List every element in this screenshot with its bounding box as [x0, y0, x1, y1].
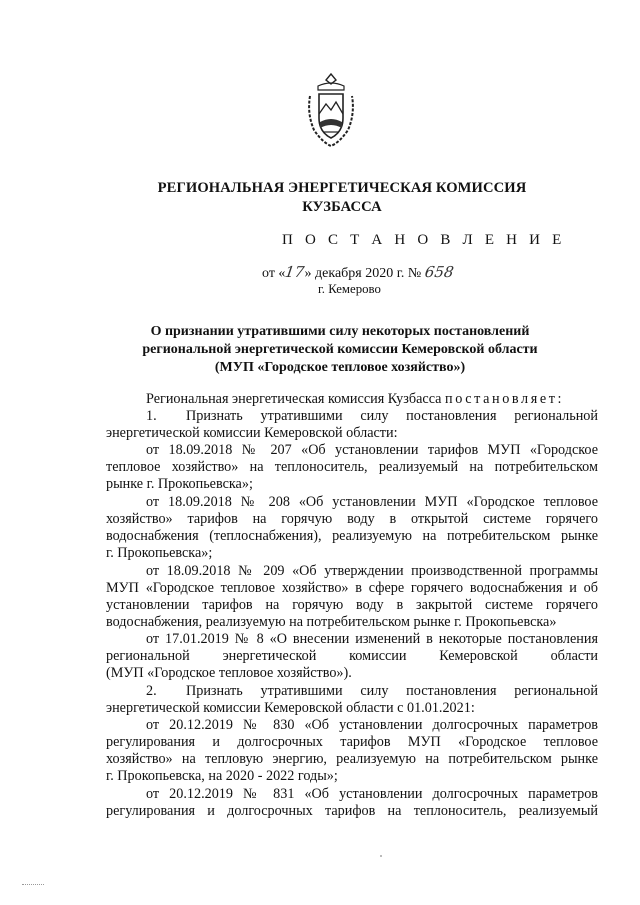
item-209-line3: установлении тарифов на горячую воду в закрытой системе горячего [106, 597, 598, 613]
date-middle: » декабря 2020 г. № [304, 266, 422, 281]
item-830-line3: хозяйство» на тепловую энергию, реализуемую на потребительском рынке [106, 751, 598, 767]
intro-text: Региональная энергетическая комиссия Кузбасса [146, 391, 442, 407]
document-title-line2: региональной энергетической комиссии Кемеровской области [142, 342, 538, 357]
item-830-line1: от 20.12.2019 № 830 «Об установлении долгосрочных параметров [146, 717, 598, 733]
org-name-line1: РЕГИОНАЛЬНАЯ ЭНЕРГЕТИЧЕСКАЯ КОМИССИЯ [157, 180, 527, 196]
document-title-line3: (МУП «Городское тепловое хозяйство») [214, 360, 466, 375]
item-8-line3: (МУП «Городское тепловое хозяйство»). [106, 665, 352, 681]
clause-2-line1: 2. Признать утратившими силу постановления региональной [146, 683, 598, 699]
item-8-line1: от 17.01.2019 № 8 «О внесении изменений в некоторые постановления [146, 631, 598, 647]
intro-paragraph [146, 391, 598, 408]
item-207-line2: тепловое хозяйство» на теплоноситель, реализуемый на потребительском [106, 459, 598, 475]
item-208-line3: водоснабжения (теплоснабжения), реализуемую на потребительском рынке [106, 528, 598, 544]
document-type: П О С Т А Н О В Л Е Н И Е [282, 232, 566, 248]
scan-speck [380, 855, 382, 857]
clause-2-line2: энергетической комиссии Кемеровской области с 01.01.2021: [106, 700, 475, 716]
clause-1-line1: 1. Признать утратившими силу постановления региональной [146, 408, 598, 424]
clause-1-number: 1. [146, 408, 157, 424]
date-prefix: от « [262, 266, 286, 281]
handwritten-doc-number: 658 [423, 263, 455, 281]
item-831-line1: от 20.12.2019 № 831 «Об установлении долгосрочных параметров [146, 786, 598, 802]
intro-verb: постановляет: [445, 391, 565, 407]
document-date [262, 263, 453, 282]
item-208-line2: хозяйство» тарифов на горячую воду в открытой системе горячего [106, 511, 598, 527]
item-8-line2: региональной энергетической комиссии Кемеровской области [106, 648, 598, 664]
clause-1-line2: энергетической комиссии Кемеровской области: [106, 425, 398, 441]
city: г. Кемерово [318, 282, 381, 296]
item-831-line2: регулирования и долгосрочных тарифов на теплоноситель, реализуемый [106, 803, 598, 819]
item-209-line4: водоснабжения, реализуемую на потребительском рынке г. Прокопьевска» [106, 614, 557, 630]
item-830-line2: регулирования и долгосрочных тарифов МУП «Городское тепловое [106, 734, 598, 750]
item-209-line2: МУП «Городское тепловое хозяйство» в сфере горячего водоснабжения и об [106, 580, 598, 596]
kuzbass-coat-of-arms-icon [304, 70, 358, 150]
item-207-line1: от 18.09.2018 № 207 «Об установлении тарифов МУП «Городское [146, 442, 598, 458]
item-830-line4: г. Прокопьевска, на 2020 - 2022 годы»; [106, 768, 338, 784]
document-title-line1: О признании утратившими силу некоторых постановлений [150, 324, 530, 339]
item-208-line4: г. Прокопьевска»; [106, 545, 213, 561]
item-208-line1: от 18.09.2018 № 208 «Об установлении МУП «Городское тепловое [146, 494, 598, 510]
clause-2-number: 2. [146, 683, 157, 699]
scan-margin-mark [22, 884, 44, 885]
handwritten-day: 17 [284, 263, 306, 281]
item-209-line1: от 18.09.2018 № 209 «Об утверждении производственной программы [146, 563, 598, 579]
item-207-line3: рынке г. Прокопьевска»; [106, 476, 253, 492]
org-name-line2: КУЗБАССА [302, 199, 382, 215]
